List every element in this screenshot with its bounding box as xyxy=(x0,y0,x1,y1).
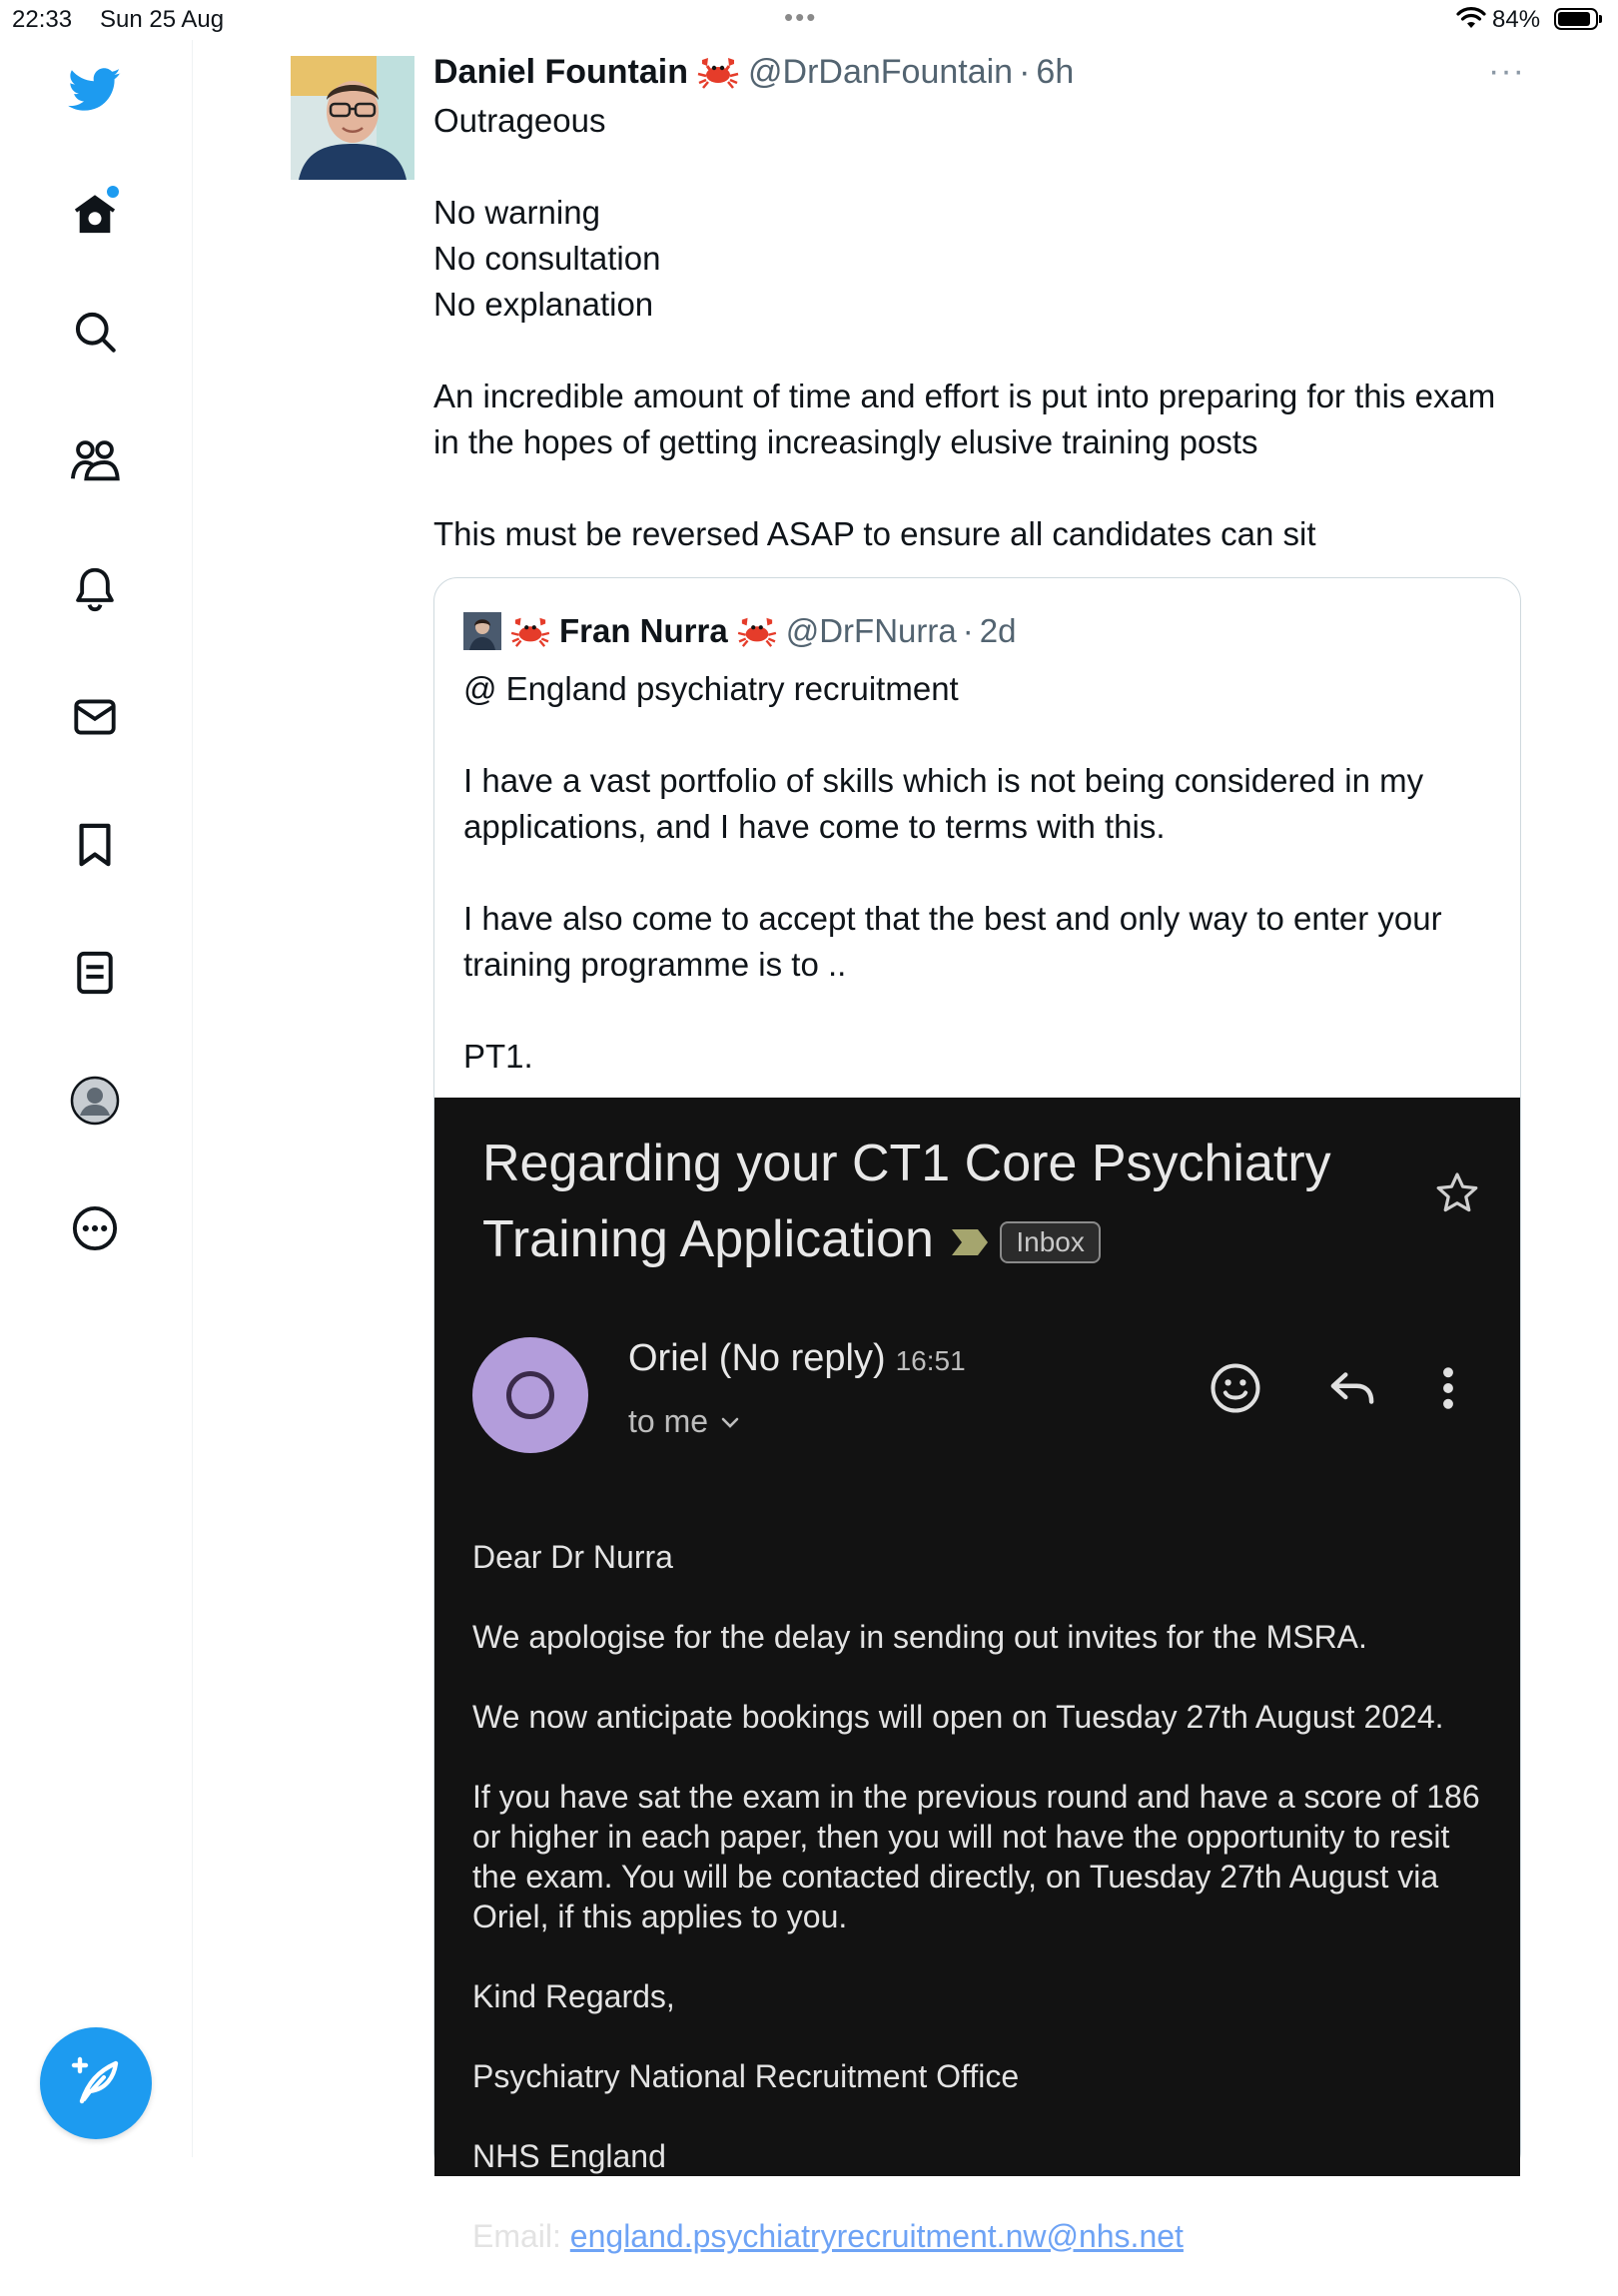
crab-emoji-icon xyxy=(509,614,551,648)
bookmark-icon[interactable] xyxy=(67,817,123,873)
tweet-header xyxy=(433,50,1074,94)
email-screenshot-image[interactable] xyxy=(434,1098,1520,2254)
more-circle-icon[interactable] xyxy=(67,1200,123,1256)
status-bar xyxy=(0,0,1618,40)
kebab-menu-icon xyxy=(1433,1361,1463,1420)
sender-name: Oriel (No reply) xyxy=(628,1337,886,1379)
search-icon[interactable] xyxy=(67,304,123,360)
email-paragraph: We apologise for the delay in sending out invites for the MSRA. xyxy=(472,1619,1367,1655)
bell-icon[interactable] xyxy=(67,561,123,617)
multitasking-dots-icon[interactable]: ••• xyxy=(784,2,818,32)
home-icon[interactable] xyxy=(67,186,123,242)
profile-avatar-icon[interactable] xyxy=(67,1073,123,1129)
quote-author-handle: @DrFNurra xyxy=(785,612,957,649)
status-date: Sun 25 Aug xyxy=(100,6,225,33)
author-name[interactable]: Daniel Fountain xyxy=(433,52,688,91)
email-subject-text: Regarding your CT1 Core Psychiatry Training Application xyxy=(482,1135,1331,1268)
compose-tweet-button[interactable] xyxy=(40,2027,152,2139)
quote-author-avatar xyxy=(463,612,501,650)
twitter-bird-icon[interactable] xyxy=(67,62,123,118)
recipient-line xyxy=(628,1403,743,1440)
battery-percent: 84% xyxy=(1492,6,1541,33)
email-signature-line: NHS England xyxy=(472,2138,666,2174)
tweet-more-button[interactable]: ··· xyxy=(1488,52,1525,90)
wifi-icon xyxy=(1456,6,1486,35)
inbox-chip: Inbox xyxy=(1000,1221,1101,1263)
list-icon[interactable] xyxy=(67,945,123,1001)
email-signature-line: Psychiatry National Recruitment Office xyxy=(472,2058,1020,2094)
sender-avatar xyxy=(472,1337,588,1453)
email-greeting: Dear Dr Nurra xyxy=(472,1539,673,1575)
status-time: 22:33 xyxy=(12,6,73,33)
quote-header-separator: · xyxy=(962,612,974,649)
email-paragraph: We now anticipate bookings will open on Tuesday 27th August 2024. xyxy=(472,1699,1444,1735)
crab-emoji-icon xyxy=(696,54,740,90)
notification-dot xyxy=(107,186,119,198)
email-body xyxy=(472,1537,1481,2296)
email-signoff: Kind Regards, xyxy=(472,1978,675,2014)
quote-text: @ England psychiatry recruitment I have a vast portfolio of skills which is not being considered in my applications, and I have come to terms with this. I have also come to accept that the best and only way to enter your training programme is to .. PT1. xyxy=(463,670,1442,1075)
quote-header xyxy=(463,608,1016,654)
people-icon[interactable] xyxy=(67,432,123,488)
email-time: 16:51 xyxy=(895,1345,966,1376)
quote-author-name: Fran Nurra xyxy=(559,612,728,649)
chevron-down-icon xyxy=(717,1403,743,1439)
email-contact-label: Email: xyxy=(472,2218,570,2254)
importance-marker-icon xyxy=(948,1225,992,1259)
author-avatar[interactable] xyxy=(291,56,414,180)
sender-line xyxy=(628,1337,966,1380)
star-icon xyxy=(1433,1169,1481,1222)
tweet-timestamp[interactable]: 6h xyxy=(1036,52,1075,91)
emoji-reaction-icon xyxy=(1209,1361,1262,1420)
crab-emoji-icon xyxy=(736,614,778,648)
email-contact-link: england.psychiatryrecruitment.nw@nhs.net xyxy=(569,2218,1184,2254)
email-contact-line xyxy=(472,2216,1481,2256)
inbox-label xyxy=(948,1221,1101,1263)
header-separator: · xyxy=(1019,52,1031,91)
quoted-tweet-card[interactable] xyxy=(433,577,1521,2254)
battery-icon xyxy=(1554,8,1598,30)
email-paragraph: If you have sat the exam in the previous round and have a score of 186 or higher in each paper, then you will not have the opportunity to resit the exam. You will be contacted directly, on Tuesday 27th August via Oriel, if this applies to you. xyxy=(472,1779,1480,1934)
sidebar-nav xyxy=(0,40,193,2157)
envelope-icon[interactable] xyxy=(67,689,123,745)
email-subject xyxy=(482,1126,1381,1277)
quote-timestamp: 2d xyxy=(979,612,1017,649)
author-handle[interactable]: @DrDanFountain xyxy=(748,52,1014,91)
reply-icon xyxy=(1325,1361,1379,1420)
feather-plus-icon xyxy=(70,2055,122,2112)
recipient-text: to me xyxy=(628,1403,709,1439)
tweet-text: Outrageous No warning No consultation No explanation An incredible amount of time and effort is put into preparing for this exam in the hopes of getting increasingly elusive training posts This must be reversed ASAP to ensure all candidates can sit xyxy=(433,102,1496,552)
